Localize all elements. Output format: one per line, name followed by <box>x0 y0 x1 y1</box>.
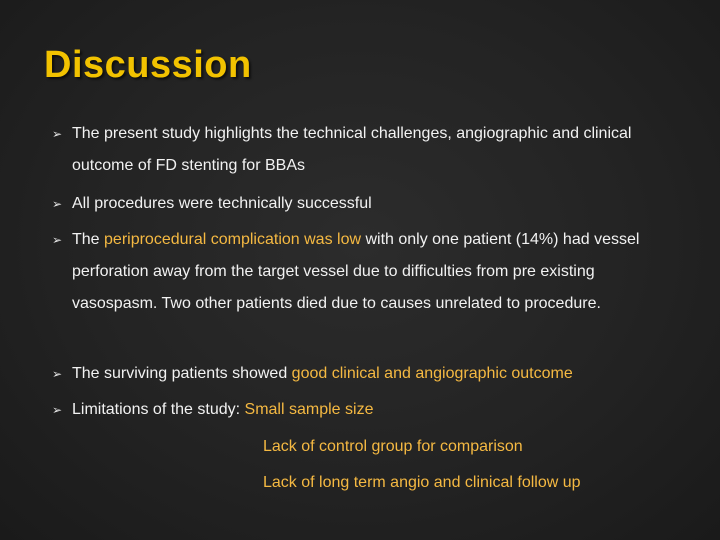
bullet-text-pre: The <box>72 231 105 248</box>
bullet-text-highlight: good clinical and angiographic outcome <box>291 365 573 382</box>
arrowhead-bullet-icon: ➢ <box>52 197 63 211</box>
bullet-text-highlight: periprocedural complication was low <box>104 231 362 248</box>
arrowhead-bullet-icon: ➢ <box>52 127 63 141</box>
bullet-text <box>72 358 672 390</box>
bullet-item <box>52 188 672 220</box>
bullet-text-pre: Limitations of the study: <box>72 401 245 418</box>
bullet-item <box>52 394 672 426</box>
slide-title: Discussion <box>44 44 252 86</box>
bullet-item <box>52 224 672 320</box>
bullet-text-pre: The surviving patients showed <box>72 365 292 382</box>
bullet-text: The present study highlights the technical challenges, angiographic and clinical outcome of FD stenting for BBAs <box>72 125 632 174</box>
arrowhead-bullet-icon: ➢ <box>52 233 63 247</box>
bullet-text <box>72 394 672 426</box>
limitation-item: Lack of long term angio and clinical follow up <box>263 474 581 491</box>
bullet-item <box>52 118 672 182</box>
arrowhead-bullet-icon: ➢ <box>52 367 63 381</box>
limitation-item: Lack of control group for comparison <box>263 438 523 455</box>
arrowhead-bullet-icon: ➢ <box>52 403 63 417</box>
bullet-text: All procedures were technically successful <box>72 195 372 212</box>
bullet-text <box>72 224 672 320</box>
bullet-item <box>52 358 672 390</box>
bullet-text-post: with only one patient (14%) had vessel perforation away from the target vessel due to difficulties from pre existing vasospasm. Two other patients died due to causes unrelated to procedure. <box>72 231 640 312</box>
bullet-text-highlight: Small sample size <box>244 401 374 418</box>
